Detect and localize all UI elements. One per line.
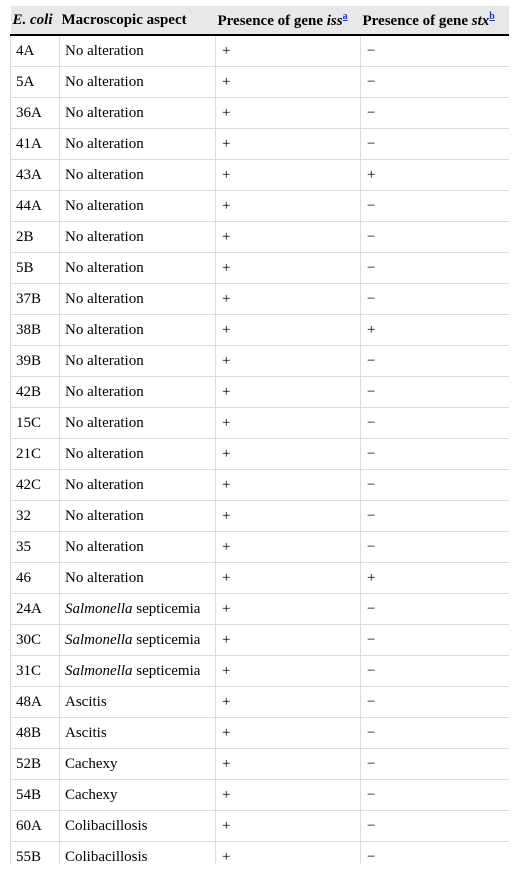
cell-ecoli-id: 4A [11,35,60,67]
cell-ecoli-id: 24A [11,594,60,625]
aspect-text: septicemia [132,631,201,648]
cell-iss: + [216,656,361,687]
aspect-text: No alteration [65,414,144,431]
aspect-text: No alteration [65,259,144,276]
cell-ecoli-id: 5B [11,253,60,284]
header-ecoli: E. coli [11,7,60,36]
cell-stx: − [361,687,510,718]
cell-macroscopic-aspect [60,346,216,377]
cell-macroscopic-aspect [60,718,216,749]
table-row [11,656,510,687]
table-row [11,625,510,656]
cell-stx: − [361,811,510,842]
cell-ecoli-id: 60A [11,811,60,842]
cell-stx: − [361,842,510,865]
aspect-text: No alteration [65,383,144,400]
cell-stx: − [361,253,510,284]
cell-stx: − [361,594,510,625]
cell-iss: + [216,129,361,160]
cell-macroscopic-aspect [60,284,216,315]
aspect-text: No alteration [65,104,144,121]
cell-stx: − [361,222,510,253]
cell-macroscopic-aspect [60,98,216,129]
cell-ecoli-id: 54B [11,780,60,811]
cell-ecoli-id: 36A [11,98,60,129]
cell-iss: + [216,284,361,315]
aspect-text: No alteration [65,507,144,524]
cell-stx: − [361,501,510,532]
cell-iss: + [216,67,361,98]
cell-iss: + [216,749,361,780]
cell-iss: + [216,253,361,284]
cell-iss: + [216,377,361,408]
cell-iss: + [216,315,361,346]
cell-ecoli-id: 38B [11,315,60,346]
cell-iss: + [216,625,361,656]
table-row [11,284,510,315]
cell-iss: + [216,718,361,749]
cell-ecoli-id: 5A [11,67,60,98]
cell-ecoli-id: 42C [11,470,60,501]
cell-ecoli-id: 35 [11,532,60,563]
table-row [11,439,510,470]
cell-stx: − [361,656,510,687]
cell-macroscopic-aspect [60,842,216,865]
cell-stx: − [361,191,510,222]
cell-stx: − [361,718,510,749]
footnote-link-b[interactable]: b [489,11,495,22]
cell-iss: + [216,563,361,594]
header-iss: Presence of gene iss$^a$ [216,7,361,36]
cell-macroscopic-aspect [60,811,216,842]
table-row [11,594,510,625]
cell-macroscopic-aspect [60,501,216,532]
table-row [11,222,510,253]
cell-macroscopic-aspect [60,377,216,408]
cell-stx: − [361,98,510,129]
aspect-organism: Salmonella [65,631,133,648]
cell-ecoli-id: 55B [11,842,60,865]
header-stx: Presence of gene stx$^b$ [361,7,510,36]
table-row [11,67,510,98]
table-row [11,470,510,501]
cell-macroscopic-aspect [60,222,216,253]
table-row [11,501,510,532]
cell-stx: − [361,408,510,439]
footnote-link-a[interactable]: a [342,11,348,22]
table-container [10,6,509,864]
table-row [11,842,510,865]
aspect-text: No alteration [65,569,144,586]
cell-ecoli-id: 21C [11,439,60,470]
cell-stx: − [361,129,510,160]
table-row [11,532,510,563]
aspect-organism: Salmonella [65,600,133,617]
cell-ecoli-id: 41A [11,129,60,160]
cell-stx: + [361,160,510,191]
cell-macroscopic-aspect [60,470,216,501]
table-row [11,160,510,191]
cell-stx: − [361,67,510,98]
table-row [11,377,510,408]
cell-ecoli-id: 2B [11,222,60,253]
table-row [11,408,510,439]
ecoli-gene-table [10,6,509,864]
cell-stx: − [361,35,510,67]
cell-iss: + [216,811,361,842]
table-row [11,191,510,222]
cell-ecoli-id: 15C [11,408,60,439]
table-header [11,7,510,36]
cell-iss: + [216,594,361,625]
table-row [11,749,510,780]
cell-ecoli-id: 32 [11,501,60,532]
header-row [11,7,510,36]
table-row [11,253,510,284]
cell-stx: − [361,780,510,811]
cell-macroscopic-aspect [60,160,216,191]
cell-macroscopic-aspect [60,749,216,780]
cell-macroscopic-aspect [60,594,216,625]
cell-macroscopic-aspect [60,439,216,470]
cell-macroscopic-aspect [60,129,216,160]
table-row [11,718,510,749]
cell-stx: − [361,532,510,563]
cell-iss: + [216,501,361,532]
cell-iss: + [216,408,361,439]
cell-macroscopic-aspect [60,687,216,718]
aspect-text: Ascitis [65,693,107,710]
cell-macroscopic-aspect [60,408,216,439]
aspect-text: septicemia [132,600,201,617]
cell-iss: + [216,842,361,865]
cell-iss: + [216,780,361,811]
cell-ecoli-id: 44A [11,191,60,222]
table-row [11,811,510,842]
cell-iss: + [216,160,361,191]
aspect-text: Cachexy [65,786,118,803]
cell-ecoli-id: 46 [11,563,60,594]
table-row [11,315,510,346]
cell-iss: + [216,35,361,67]
aspect-text: No alteration [65,166,144,183]
aspect-text: No alteration [65,197,144,214]
cell-macroscopic-aspect [60,780,216,811]
aspect-text: Ascitis [65,724,107,741]
cell-iss: + [216,687,361,718]
cell-macroscopic-aspect [60,191,216,222]
aspect-text: Colibacillosis [65,817,148,834]
table-row [11,780,510,811]
cell-iss: + [216,222,361,253]
aspect-text: No alteration [65,538,144,555]
cell-iss: + [216,98,361,129]
cell-macroscopic-aspect [60,253,216,284]
cell-stx: + [361,315,510,346]
cell-stx: − [361,749,510,780]
table-body [11,35,510,864]
aspect-text: septicemia [132,662,201,679]
cell-stx: − [361,346,510,377]
cell-ecoli-id: 43A [11,160,60,191]
aspect-text: No alteration [65,290,144,307]
table-row [11,35,510,67]
table-row [11,563,510,594]
table-row [11,98,510,129]
cell-macroscopic-aspect [60,67,216,98]
cell-stx: − [361,377,510,408]
cell-stx: − [361,439,510,470]
table-row [11,346,510,377]
cell-stx: − [361,284,510,315]
aspect-text: Colibacillosis [65,848,148,864]
aspect-text: No alteration [65,352,144,369]
cell-iss: + [216,439,361,470]
cell-ecoli-id: 48A [11,687,60,718]
aspect-text: No alteration [65,321,144,338]
aspect-text: Cachexy [65,755,118,772]
cell-ecoli-id: 48B [11,718,60,749]
cell-ecoli-id: 30C [11,625,60,656]
cell-macroscopic-aspect [60,315,216,346]
header-macroscopic-aspect: Macroscopic aspect [60,7,216,36]
cell-ecoli-id: 39B [11,346,60,377]
cell-ecoli-id: 42B [11,377,60,408]
aspect-text: No alteration [65,445,144,462]
aspect-text: No alteration [65,42,144,59]
aspect-text: No alteration [65,73,144,90]
cell-iss: + [216,470,361,501]
cell-iss: + [216,346,361,377]
cell-stx: − [361,625,510,656]
aspect-organism: Salmonella [65,662,133,679]
cell-macroscopic-aspect [60,625,216,656]
cell-ecoli-id: 37B [11,284,60,315]
cell-stx: + [361,563,510,594]
cell-ecoli-id: 31C [11,656,60,687]
cell-iss: + [216,532,361,563]
table-row [11,687,510,718]
cell-macroscopic-aspect [60,532,216,563]
cell-iss: + [216,191,361,222]
cell-macroscopic-aspect [60,35,216,67]
aspect-text: No alteration [65,135,144,152]
cell-ecoli-id: 52B [11,749,60,780]
aspect-text: No alteration [65,228,144,245]
table-row [11,129,510,160]
cell-macroscopic-aspect [60,563,216,594]
aspect-text: No alteration [65,476,144,493]
cell-macroscopic-aspect [60,656,216,687]
cell-stx: − [361,470,510,501]
